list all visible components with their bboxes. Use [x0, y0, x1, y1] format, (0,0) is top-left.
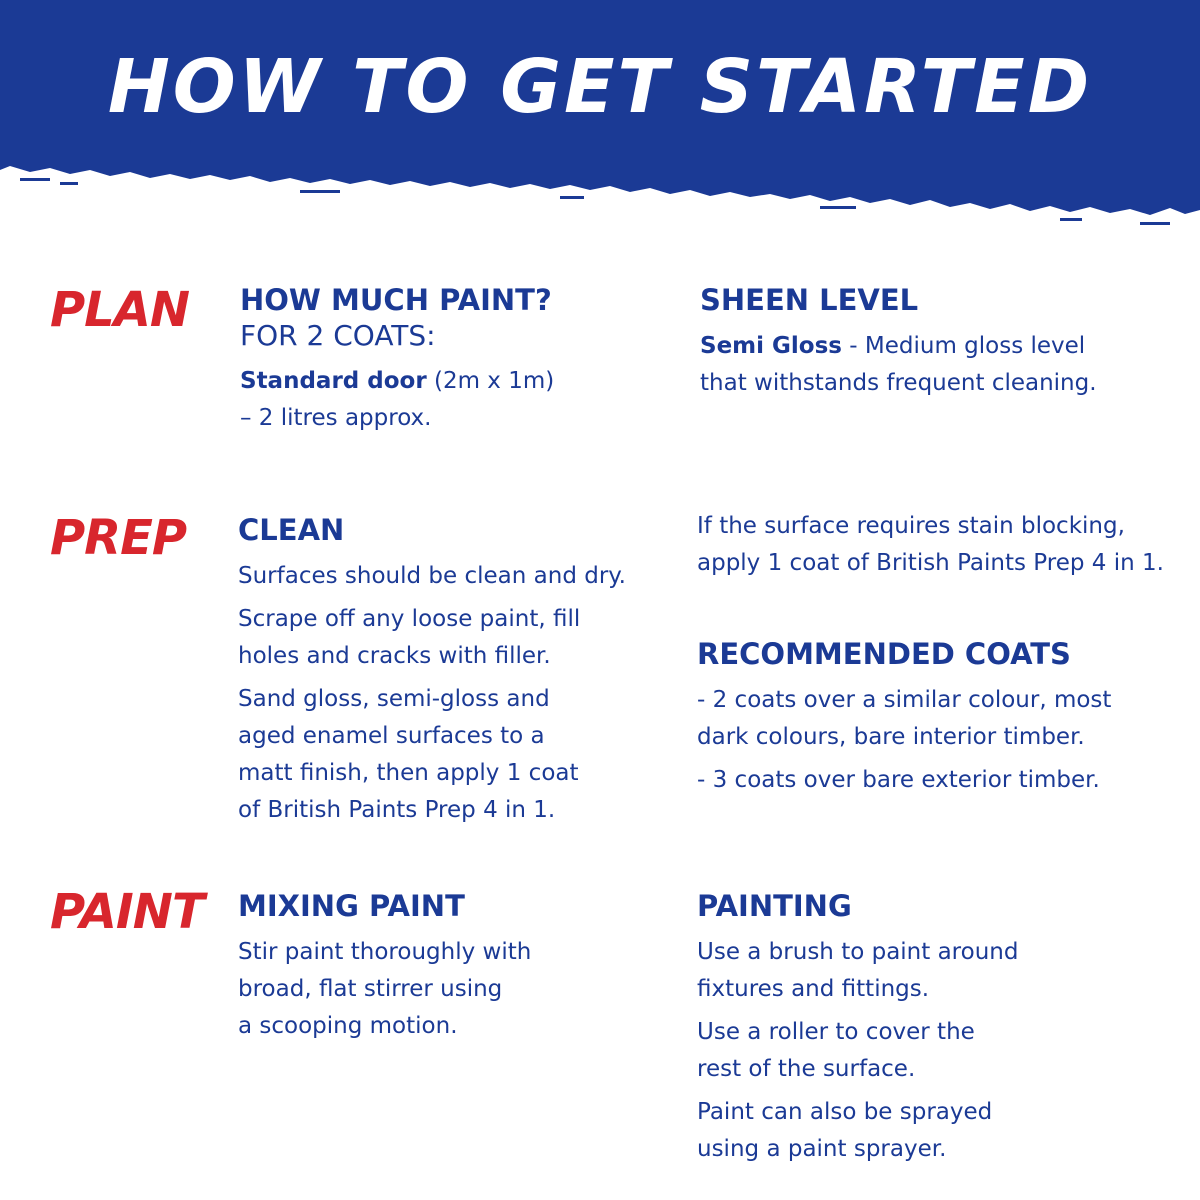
recommended-coats-text-1 [697, 682, 1177, 756]
mixing-paint-section [238, 888, 668, 1045]
painting-text-3-line1: Paint can also be sprayed [697, 1099, 993, 1126]
painting-heading: PAINTING [697, 889, 852, 923]
painting-text-1-line1: Use a brush to paint around [697, 939, 1019, 966]
clean-text-3-line2: aged enamel surfaces to a [238, 723, 545, 750]
mixing-paint-line2: broad, flat stirrer using [238, 976, 503, 1003]
mixing-paint-line1: Stir paint thoroughly with [238, 939, 532, 966]
painting-text-1-line2: fixtures and fittings. [697, 976, 930, 1003]
paint-amount-subheading: FOR 2 COATS: [240, 319, 436, 353]
stain-blocking-section [697, 508, 1177, 582]
sheen-level-section [700, 282, 1160, 402]
painting-text-2-line2: rest of the surface. [697, 1056, 916, 1083]
paint-amount-item [240, 363, 660, 437]
clean-heading: CLEAN [238, 513, 345, 547]
step-label-plan: PLAN [50, 282, 190, 338]
paint-amount-heading: HOW MUCH PAINT? [240, 283, 552, 317]
clean-text-1: Surfaces should be clean and dry. [238, 563, 626, 590]
recommended-coats-text-1-line2: dark colours, bare interior timber. [697, 724, 1085, 751]
sheen-level-description: - Medium gloss level [841, 333, 1086, 360]
page-title: HOW TO GET STARTED [107, 44, 1093, 130]
sheen-level-text [700, 328, 1160, 402]
paint-amount-item-size: (2m x 1m) [426, 368, 555, 395]
stain-blocking-text [697, 508, 1177, 582]
mixing-paint-text [238, 934, 668, 1045]
mixing-paint-line3: a scooping motion. [238, 1013, 458, 1040]
painting-text-1 [697, 934, 1157, 1008]
sheen-level-name: Semi Gloss [700, 333, 842, 360]
painting-text-2-line1: Use a roller to cover the [697, 1019, 975, 1046]
recommended-coats-section [697, 636, 1177, 799]
sheen-level-heading: SHEEN LEVEL [700, 283, 919, 317]
painting-text-3-line2: using a paint sprayer. [697, 1136, 947, 1163]
paint-amount-item-quantity: – 2 litres approx. [240, 405, 432, 432]
stain-blocking-line2: apply 1 coat of British Paints Prep 4 in 1. [697, 550, 1164, 576]
clean-section [238, 512, 668, 829]
clean-text-3-line4: of British Paints Prep 4 in 1. [238, 797, 556, 824]
step-label-paint: PAINT [50, 884, 204, 940]
clean-text-3-line3: matt finish, then apply 1 coat [238, 760, 579, 787]
sheen-level-description-line2: that withstands frequent cleaning. [700, 370, 1097, 397]
stain-blocking-line1: If the surface requires stain blocking, [697, 513, 1125, 539]
recommended-coats-text-1-line1: - 2 coats over a similar colour, most [697, 687, 1112, 714]
recommended-coats-text-2: - 3 coats over bare exterior timber. [697, 767, 1100, 794]
painting-section [697, 888, 1157, 1168]
mixing-paint-heading: MIXING PAINT [238, 889, 465, 923]
clean-text-3 [238, 681, 668, 829]
header-banner [0, 0, 1200, 230]
recommended-coats-heading: RECOMMENDED COATS [697, 637, 1071, 671]
clean-text-2 [238, 601, 668, 675]
clean-text-2-line1: Scrape off any loose paint, fill [238, 606, 581, 633]
clean-text-2-line2: holes and cracks with filler. [238, 643, 551, 670]
painting-text-3 [697, 1094, 1157, 1168]
paint-amount-section [240, 282, 660, 437]
painting-text-2 [697, 1014, 1157, 1088]
step-label-prep: PREP [50, 510, 187, 566]
clean-text-3-line1: Sand gloss, semi-gloss and [238, 686, 550, 713]
paint-amount-item-label: Standard door [240, 368, 427, 395]
